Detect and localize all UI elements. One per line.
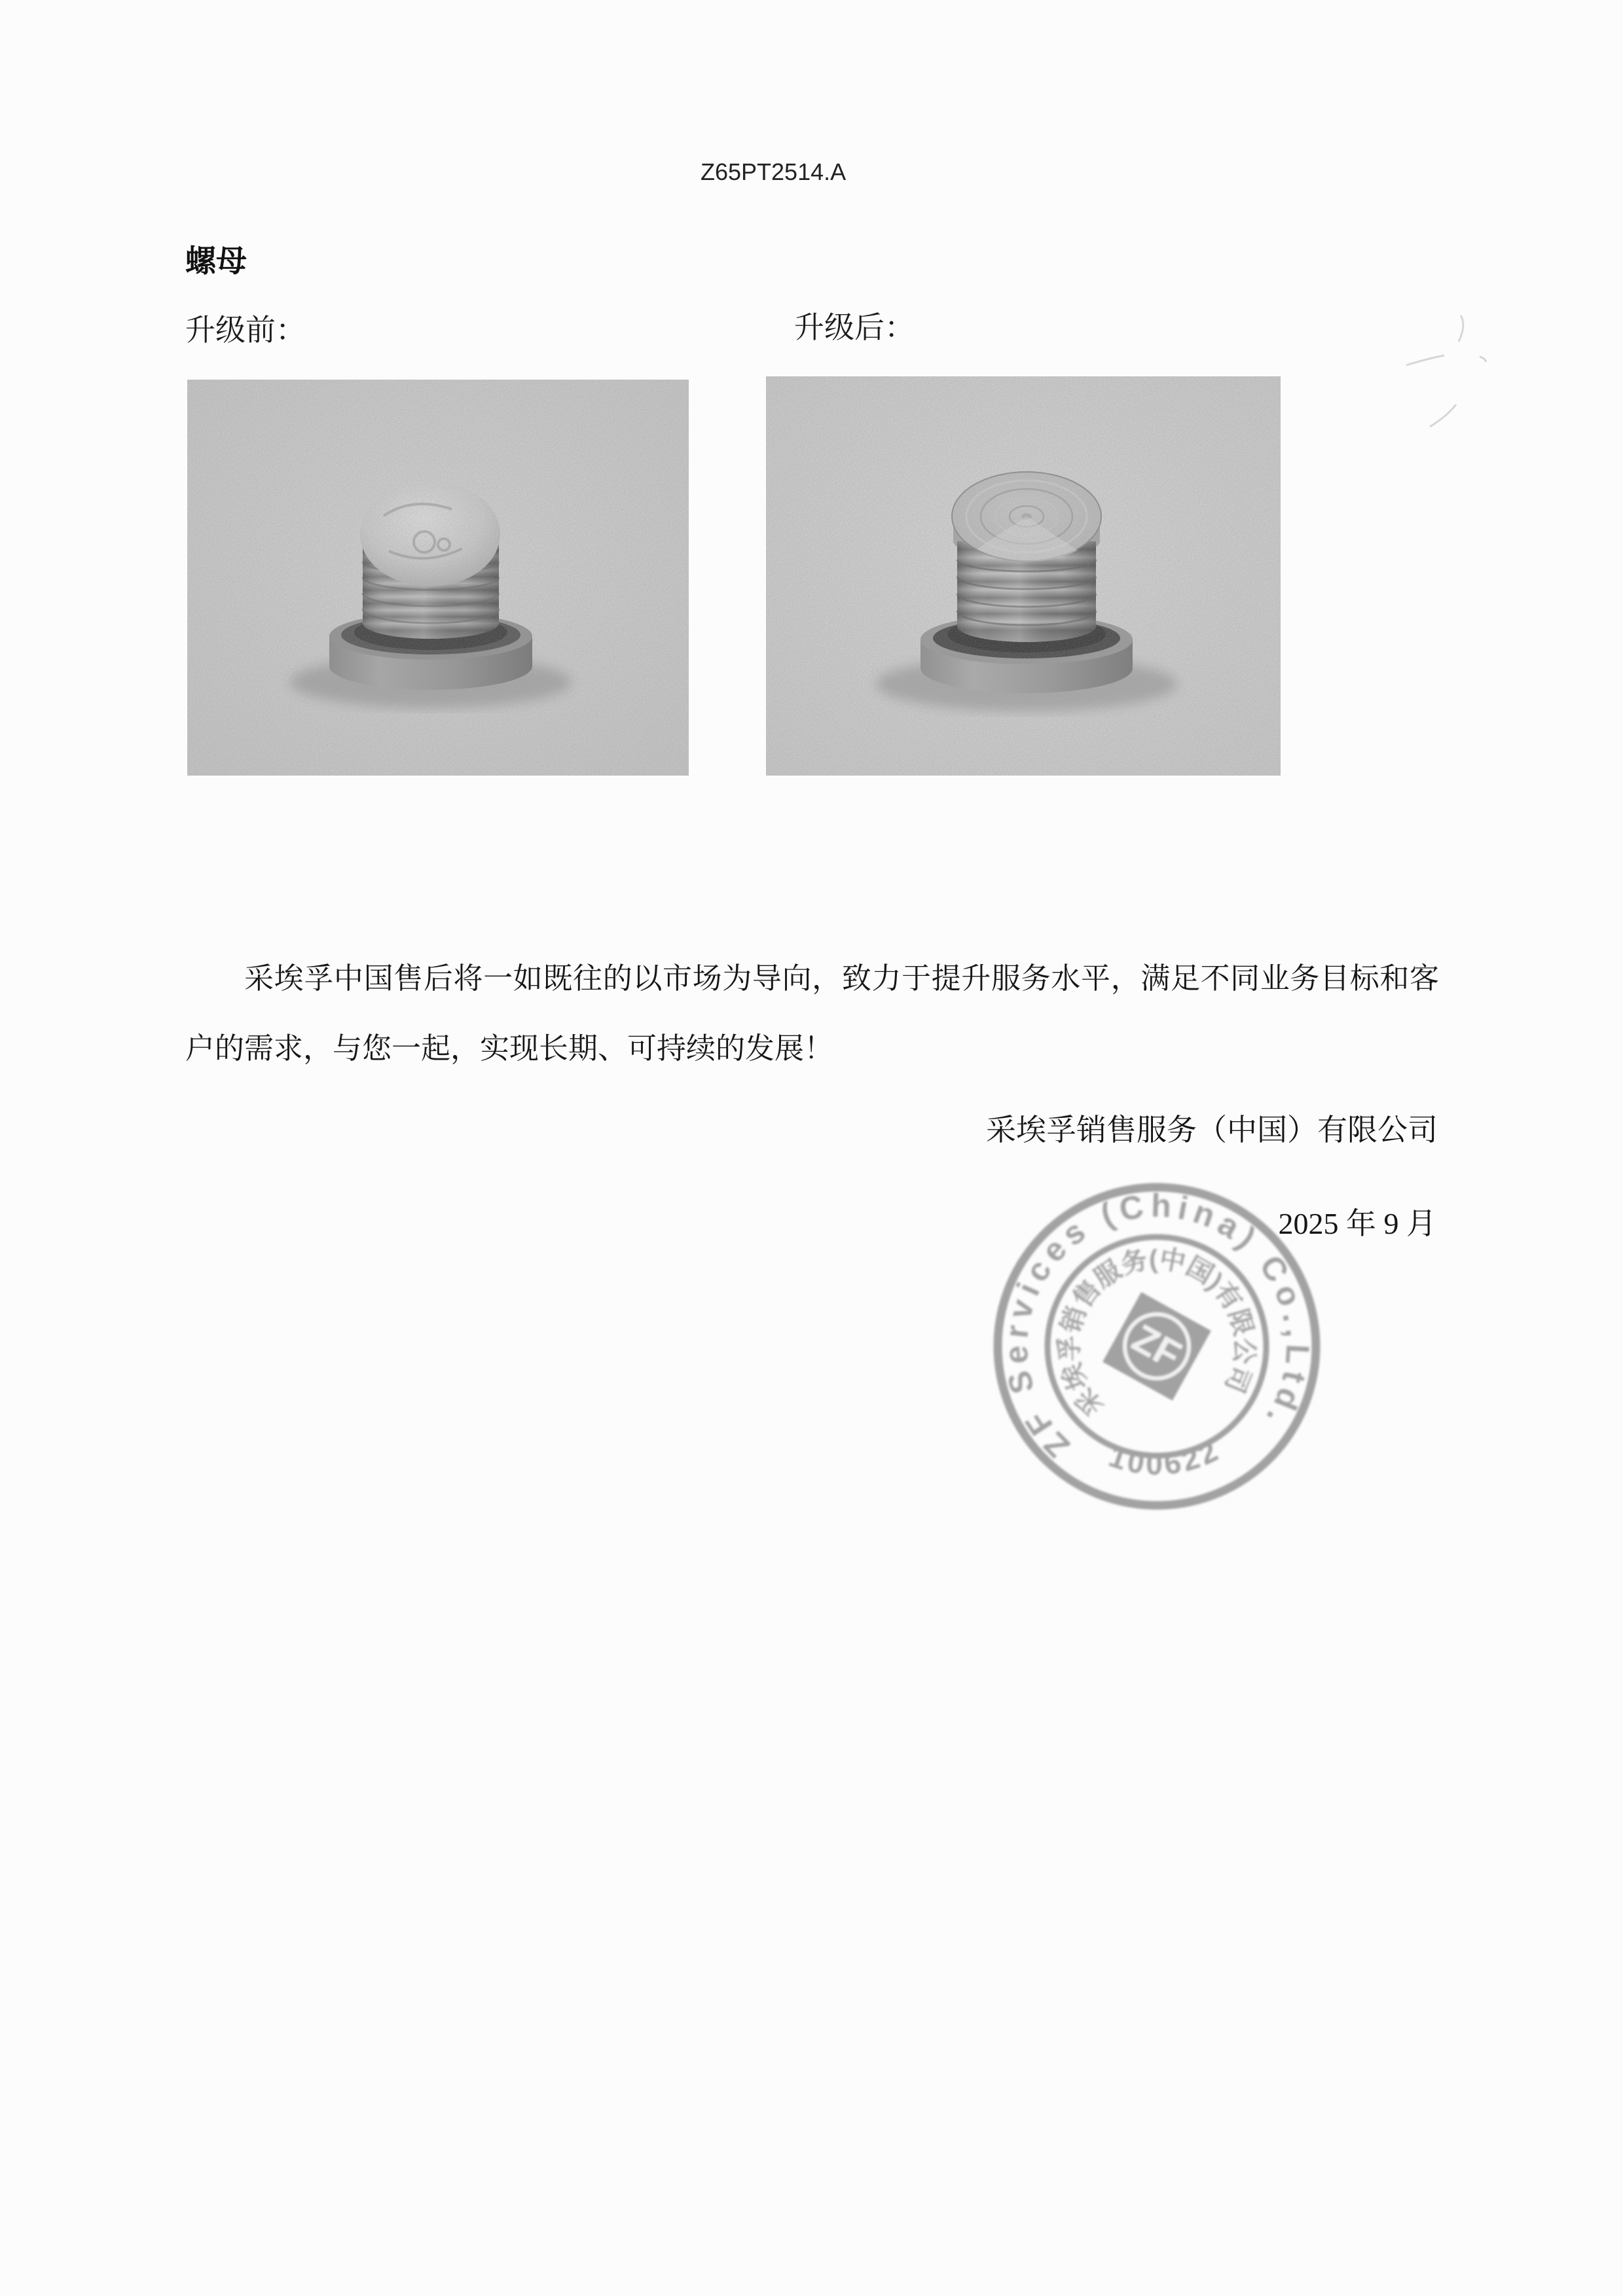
closing-paragraph: 采埃孚中国售后将一如既往的以市场为导向，致力于提升服务水平，满足不同业务目标和客户的需求，与您一起，实现长期、可持续的发展！: [185, 962, 1439, 1065]
nut-after-image: [766, 376, 1281, 776]
company-stamp: [985, 1175, 1329, 1518]
photo-before-upgrade: [187, 380, 689, 776]
zf-logo-text: ZF: [1125, 1316, 1189, 1378]
stamp-serial-number: 100622: [1104, 1432, 1226, 1482]
company-stamp-image: [985, 1175, 1329, 1518]
zf-logo: [1103, 1292, 1211, 1401]
signature-date: 2025 年 9 月: [1278, 1207, 1436, 1240]
section-title-nut: 螺母: [185, 245, 247, 279]
nut-before-image: [187, 380, 689, 776]
label-before-upgrade: 升级前：: [185, 314, 306, 347]
label-after-upgrade: 升级后：: [794, 311, 915, 344]
document-code: Z65PT2514.A: [701, 158, 847, 185]
photo-after-upgrade: [766, 376, 1281, 776]
stamp-inner-text: 采埃孚销售服务(中国)有限公司: [1055, 1244, 1259, 1422]
signature-company: 采埃孚销售服务（中国）有限公司: [986, 1113, 1438, 1147]
svg-text:100622: [1103, 1431, 1227, 1486]
stamp-outer-text: ZF Services (China) Co.,Ltd.: [997, 1187, 1317, 1465]
